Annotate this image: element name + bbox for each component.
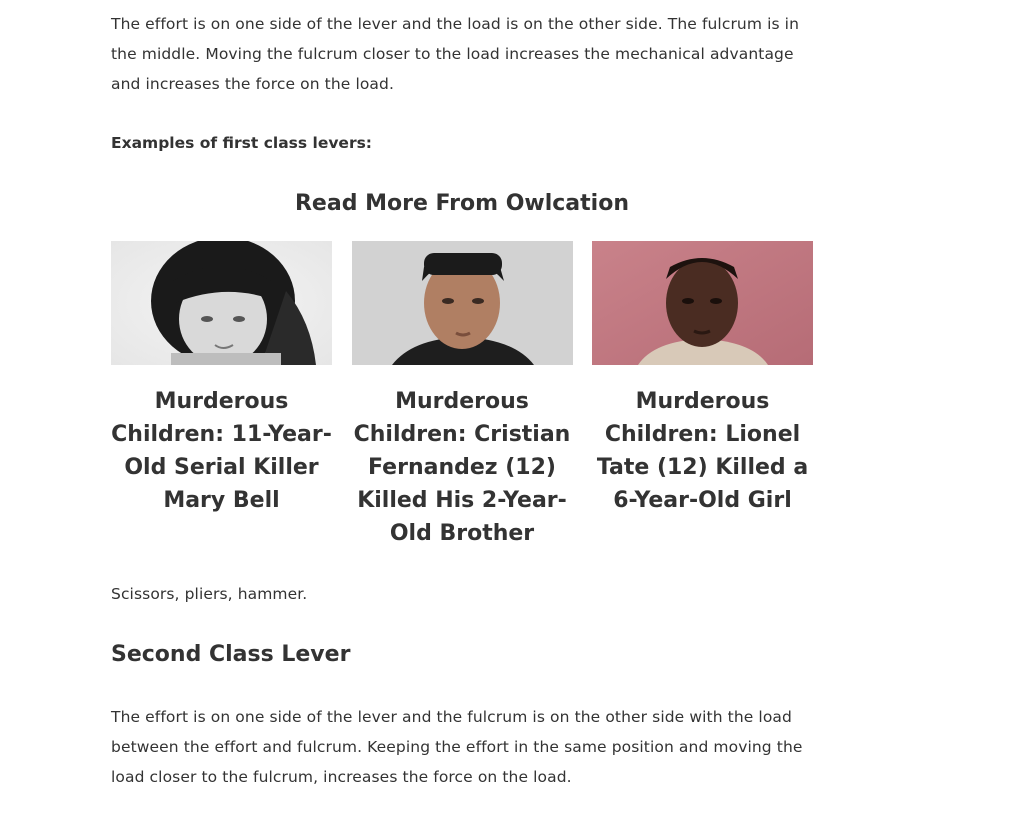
read-more-card-lionel-tate[interactable] xyxy=(592,241,813,550)
examples-label: Examples of first class levers: xyxy=(111,134,373,152)
card-title-lionel-tate[interactable]: Murderous Children: Lionel Tate (12) Killed a 6-Year-Old Girl xyxy=(596,389,809,513)
card-image-cristian-fernandez[interactable] xyxy=(352,241,573,365)
card-title-cristian-fernandez[interactable]: Murderous Children: Cristian Fernandez (12) Killed His 2-Year-Old Brother xyxy=(353,389,571,546)
examples-text: Scissors, pliers, hammer. xyxy=(111,585,308,603)
card-image-lionel-tate[interactable] xyxy=(592,241,813,365)
intro-paragraph: The effort is on one side of the lever and the load is on the other side. The fulcrum is in the middle. Moving the fulcrum closer to the load increases the mechanical advantage and increases the force on the load. xyxy=(111,15,800,93)
read-more-cards xyxy=(111,241,813,550)
card-image-mary-bell[interactable] xyxy=(111,241,332,365)
card-title-mary-bell[interactable]: Murderous Children: 11-Year-Old Serial Killer Mary Bell xyxy=(111,389,332,513)
read-more-card-mary-bell[interactable] xyxy=(111,241,332,550)
second-class-paragraph: The effort is on one side of the lever and the fulcrum is on the other side with the load between the effort and fulcrum. Keeping the effort in the same position and moving the load closer to the fulcrum, increases the force on the load. xyxy=(111,708,803,786)
read-more-title: Read More From Owlcation xyxy=(294,191,629,216)
section-heading-second-class-lever: Second Class Lever xyxy=(111,642,351,667)
read-more-card-cristian-fernandez[interactable] xyxy=(352,241,573,550)
